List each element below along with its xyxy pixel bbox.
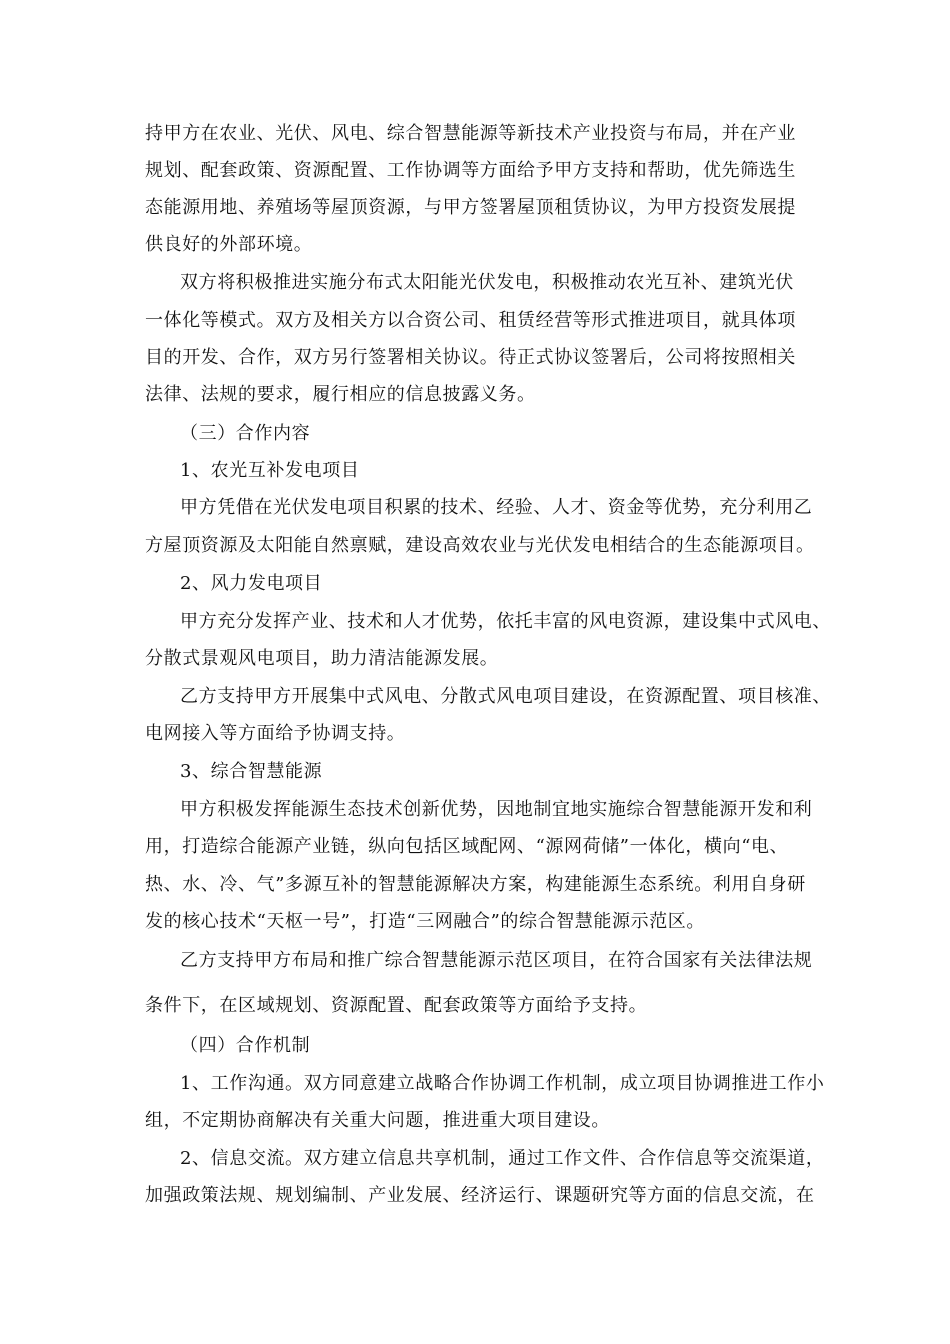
paragraph-line: 一体化等模式。双方及相关方以合资公司、租赁经营等形式推进项目，就具体项 [145, 310, 796, 331]
section-heading: （三）合作内容 [180, 423, 311, 444]
paragraph-line: 目的开发、合作，双方另行签署相关协议。待正式协议签署后，公司将按照相关 [145, 347, 796, 368]
paragraph-line: 乙方支持甲方开展集中式风电、分散式风电项目建设，在资源配置、项目核准、 [180, 686, 831, 707]
paragraph-line: 规划、配套政策、资源配置、工作协调等方面给予甲方支持和帮助，优先筛选生 [145, 160, 796, 181]
paragraph-line: 乙方支持甲方布局和推广综合智慧能源示范区项目，在符合国家有关法律法规 [180, 950, 813, 971]
subsection-heading: 3、综合智慧能源 [180, 761, 323, 782]
paragraph-line: 甲方凭借在光伏发电项目积累的技术、经验、人才、资金等优势，充分利用乙 [180, 497, 813, 518]
paragraph-line: 持甲方在农业、光伏、风电、综合智慧能源等新技术产业投资与布局，并在产业 [145, 123, 796, 144]
paragraph-line: 方屋顶资源及太阳能自然禀赋，建设高效农业与光伏发电相结合的生态能源项目。 [145, 535, 815, 556]
paragraph-line: 双方将积极推进实施分布式太阳能光伏发电，积极推动农光互补、建筑光伏 [180, 272, 794, 293]
paragraph-line: 分散式景观风电项目，助力清洁能源发展。 [145, 648, 499, 669]
paragraph-line: 组，不定期协商解决有关重大问题，推进重大项目建设。 [145, 1110, 610, 1131]
subsection-heading: 1、农光互补发电项目 [180, 460, 360, 481]
subsection-heading: 2、风力发电项目 [180, 573, 323, 594]
paragraph-line: 甲方积极发挥能源生态技术创新优势，因地制宜地实施综合智慧能源开发和利 [180, 799, 813, 820]
paragraph-line: 供良好的外部环境。 [145, 234, 313, 255]
paragraph-line: 态能源用地、养殖场等屋顶资源，与甲方签署屋顶租赁协议，为甲方投资发展提 [145, 197, 796, 218]
paragraph-line: 热、水、冷、气”多源互补的智慧能源解决方案，构建能源生态系统。利用自身研 [145, 874, 806, 895]
paragraph-line: 发的核心技术“天枢一号”，打造“三网融合”的综合智慧能源示范区。 [145, 911, 706, 932]
paragraph-line: 甲方充分发挥产业、技术和人才优势，依托丰富的风电资源，建设集中式风电、 [180, 611, 831, 632]
paragraph-line: 加强政策法规、规划编制、产业发展、经济运行、课题研究等方面的信息交流，在 [145, 1185, 815, 1206]
paragraph-line: 1、工作沟通。双方同意建立战略合作协调工作机制，成立项目协调推进工作小 [180, 1073, 825, 1094]
paragraph-line: 2、信息交流。双方建立信息共享机制，通过工作文件、合作信息等交流渠道， [180, 1148, 825, 1169]
paragraph-line: 电网接入等方面给予协调支持。 [145, 723, 406, 744]
paragraph-line: 法律、法规的要求，履行相应的信息披露义务。 [145, 384, 536, 405]
paragraph-line: 用，打造综合能源产业链，纵向包括区域配网、“源网荷储”一体化，横向“电、 [145, 836, 789, 857]
section-heading: （四）合作机制 [180, 1035, 311, 1056]
paragraph-line: 条件下，在区域规划、资源配置、配套政策等方面给予支持。 [145, 995, 648, 1016]
